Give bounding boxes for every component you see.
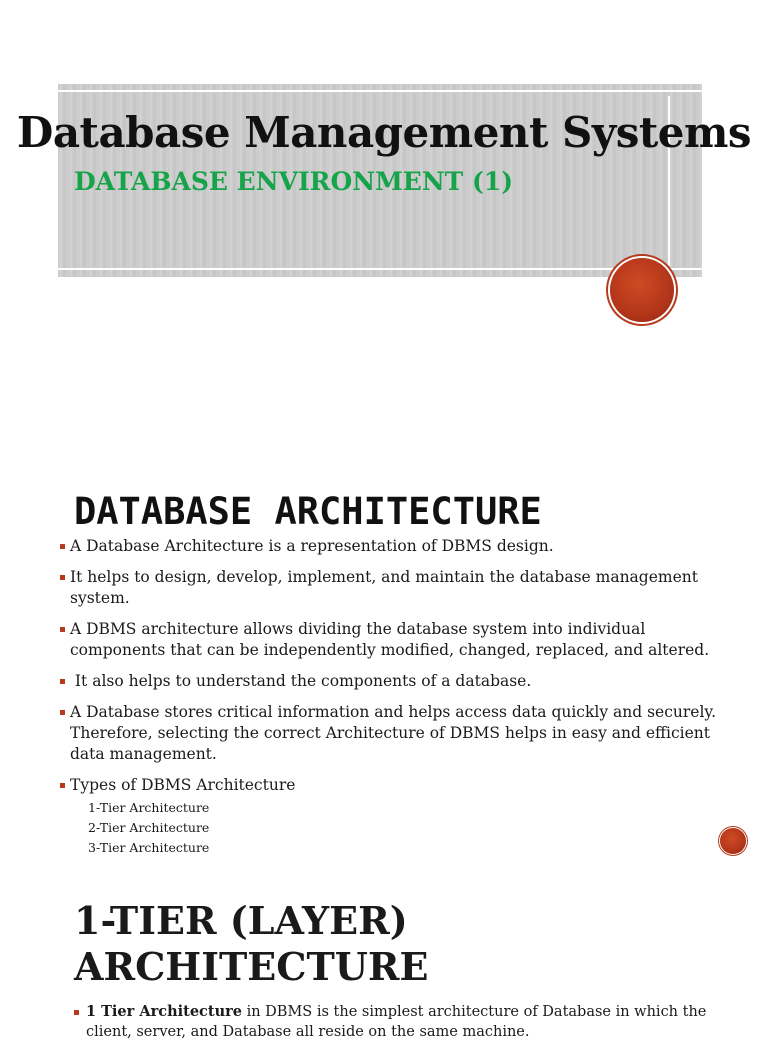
architecture-types-list (88, 798, 720, 858)
slide-title: DATABASE ARCHITECTURE (74, 490, 542, 533)
banner-bottom-line (58, 268, 702, 270)
architecture-slide (0, 450, 768, 870)
list-item: A DBMS architecture allows dividing the database system into individual components that can be independently modified, changed, replaced, and altered. (60, 619, 720, 661)
list-item: It also helps to understand the components of a database. (60, 671, 720, 692)
list-item (74, 1002, 726, 1042)
bullet-square-icon (60, 627, 65, 632)
list-item: 1-Tier Architecture (88, 800, 210, 815)
one-tier-slide (0, 880, 768, 1040)
bullet-text: in DBMS is the simplest architecture of Database in which the client, server, and Database all reside on the same machine. (86, 1004, 707, 1040)
bullet-square-icon (60, 710, 65, 715)
bullet-list (60, 536, 720, 858)
presentation-title: Database Management Systems (16, 108, 752, 157)
list-item: A Database Architecture is a representation of DBMS design. (60, 536, 720, 557)
banner-top-line (58, 90, 702, 92)
bullet-square-icon (60, 679, 65, 684)
decorative-circle-icon (610, 258, 674, 322)
list-item: 3-Tier Architecture (88, 840, 210, 855)
bullet-square-icon (60, 575, 65, 580)
list-item: A Database stores critical information and helps access data quickly and securely. Therefore, selecting the correct Architecture of DBMS helps in easy and efficient data management. (60, 702, 720, 765)
title-slide (0, 0, 768, 430)
list-item: Types of DBMS Architecture 1-Tier Architecture 2-Tier Architecture 3-Tier Architecture (60, 775, 720, 858)
slide-clip (0, 864, 768, 870)
decorative-circle-icon (720, 828, 746, 854)
title-line: 1-TIER (LAYER) (74, 898, 408, 943)
slide-title (74, 898, 428, 990)
list-item: 2-Tier Architecture (88, 820, 210, 835)
presentation-subtitle: DATABASE ENVIRONMENT (1) (74, 167, 514, 196)
bullet-square-icon (60, 544, 65, 549)
bullet-bold-term: 1 Tier Architecture (86, 1003, 242, 1020)
bullet-square-icon (60, 783, 65, 788)
list-item: It helps to design, develop, implement, and maintain the database management system. (60, 567, 720, 609)
bullet-square-icon (74, 1010, 79, 1015)
title-line: ARCHITECTURE (74, 944, 429, 989)
